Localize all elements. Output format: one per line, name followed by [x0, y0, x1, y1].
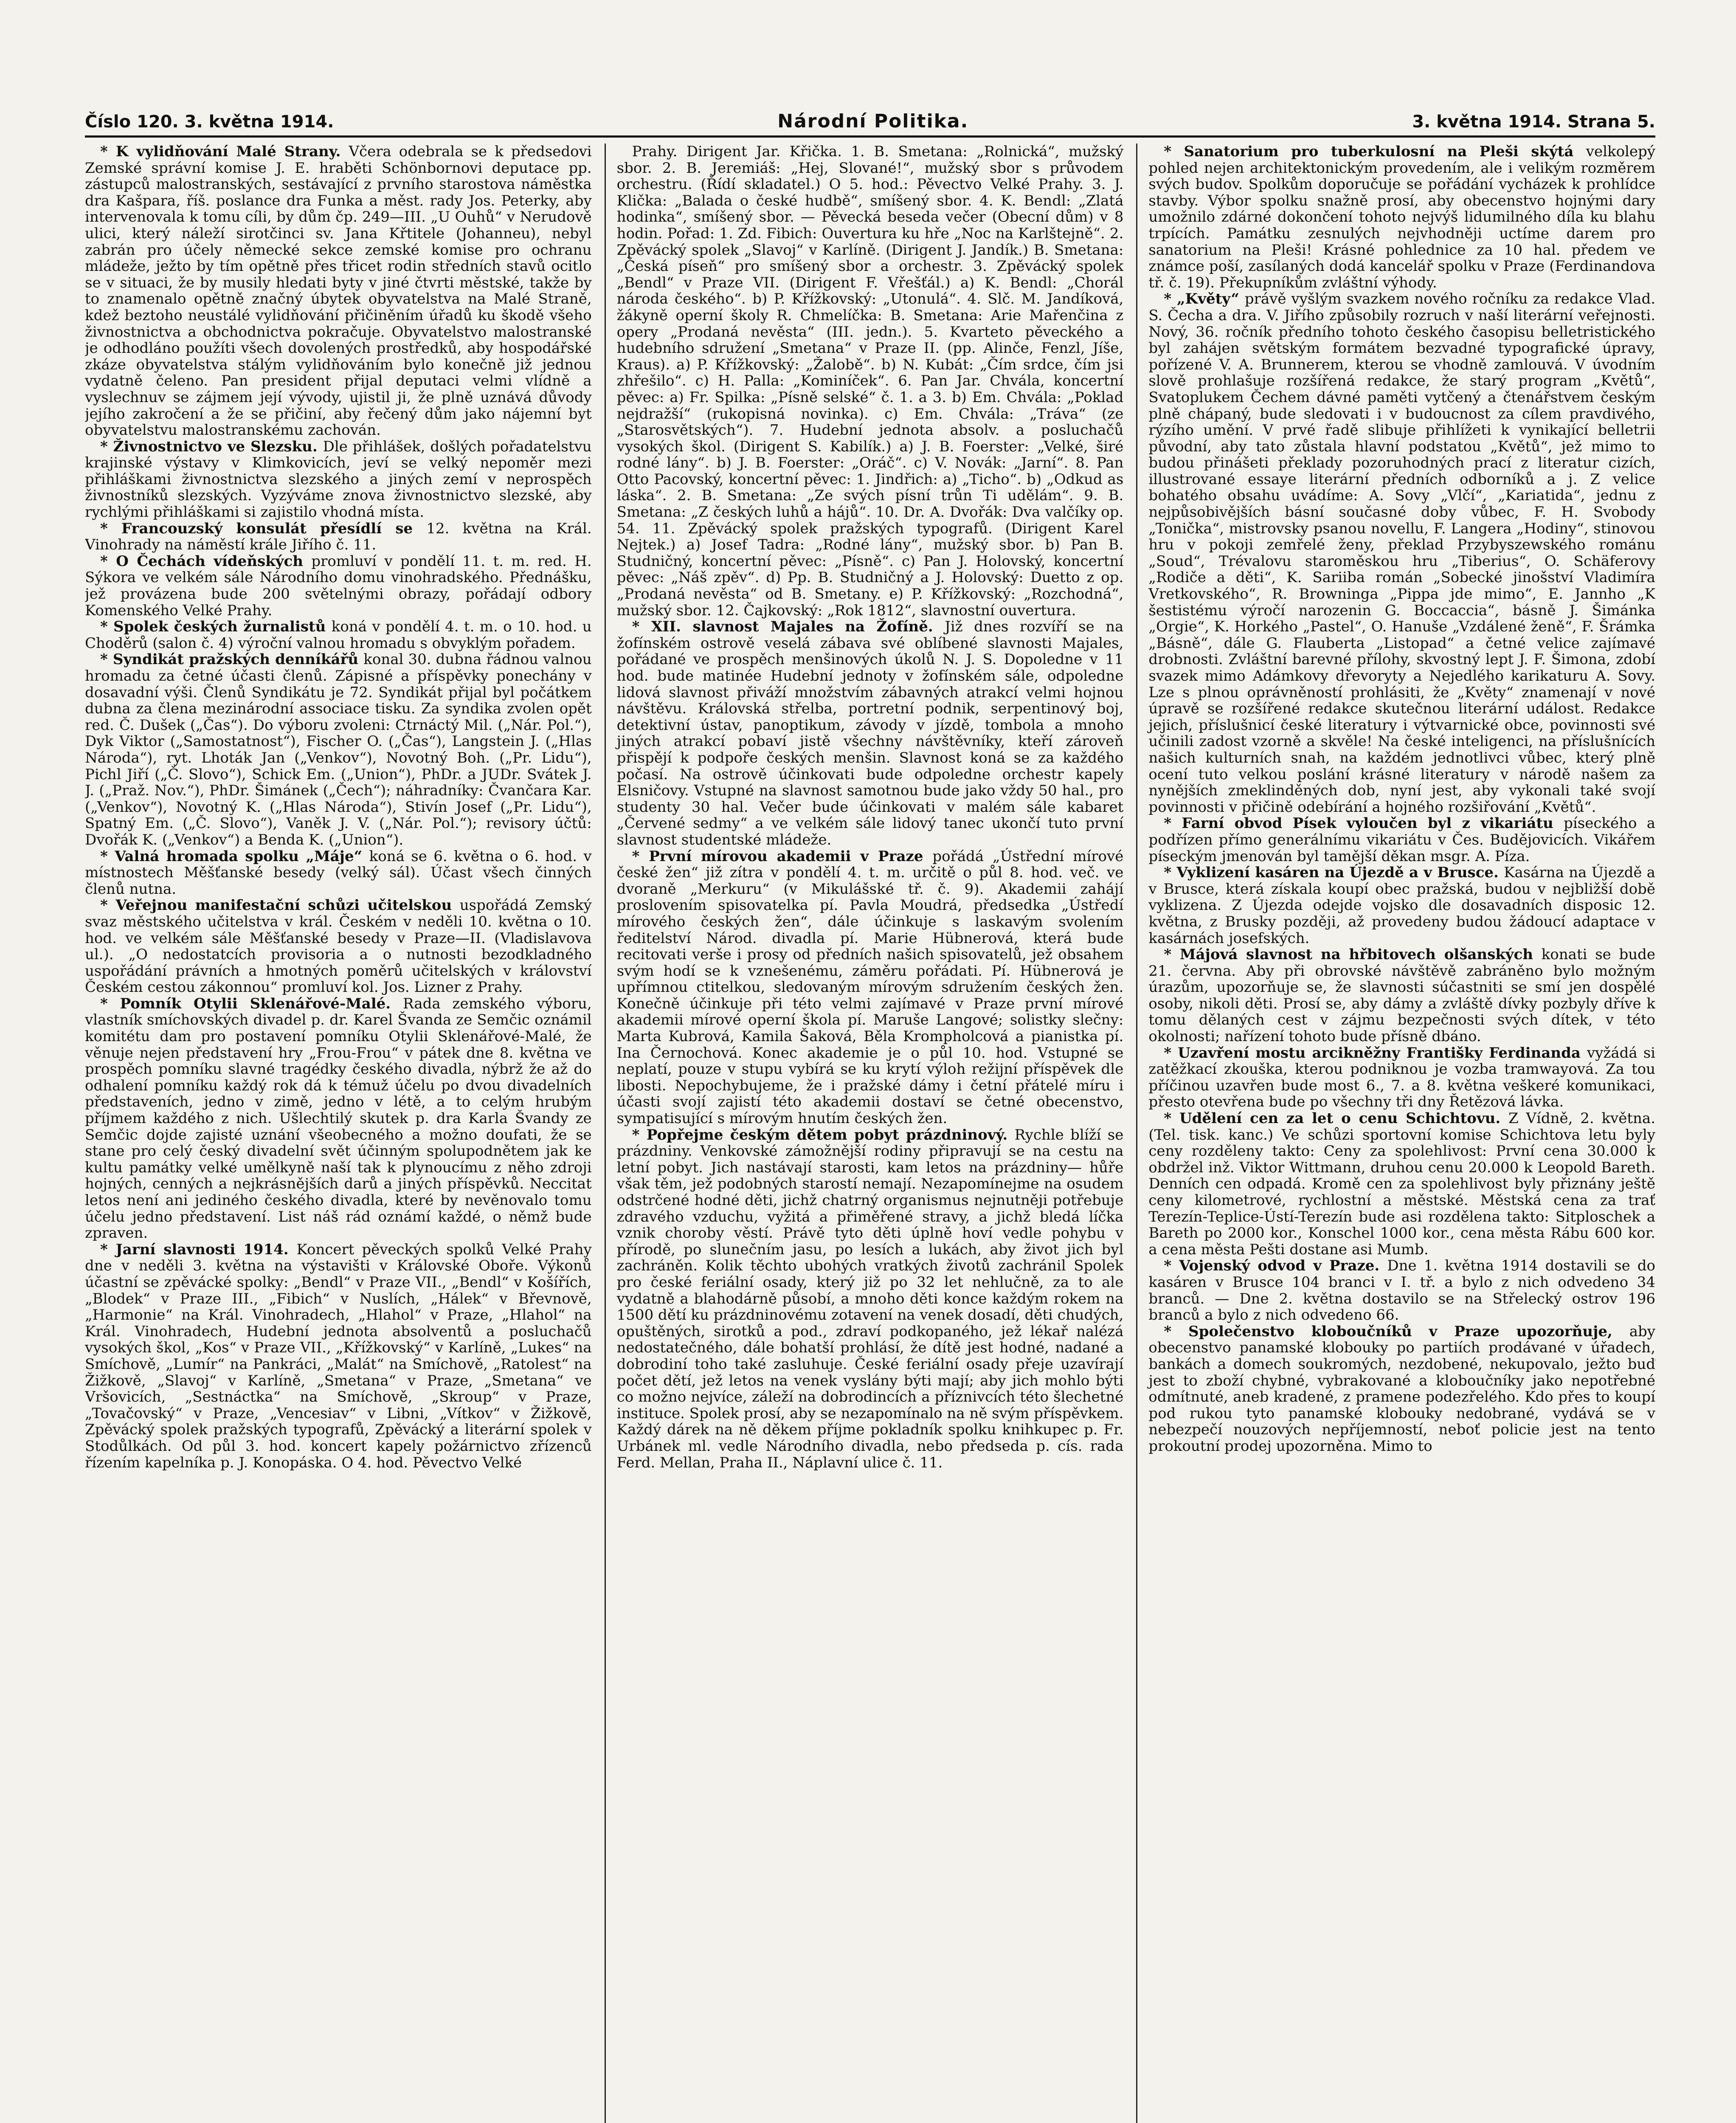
article [617, 619, 1124, 848]
article-body: píseckého a podřízen přímo generálnímu vikariátu v Čes. Budějovicích. Vikářem píseckým jmenován byl tamější děkan msgr. A. Píza. [1148, 815, 1656, 865]
article-headline: * XII. slavnost Majales na Žofíně. [632, 618, 945, 636]
article [85, 619, 592, 651]
article-body: Prahy. Dirigent Jar. Křička. 1. B. Smetana: „Rolnická“, mužský sbor. 2. B. Jeremiáš: „Hej, Slované!“, mužský sbor s průvodem orchestru. (Řídí skladatel.) O 5. hod.: Pěvectvo Velké Prahy. 3. J. Klička: „Balada o české hudbě“, smíšený sbor. 4. K. Bendl: „Zlatá hodinka“, smíšený sbor. — Pěvecká beseda večer (Obecní dům) v 8 hodin. Pořad: 1. Zd. Fibich: Ouvertura ku hře „Noc na Karlštejně“. 2. Zpěvácký spolek „Slavoj“ v Karlíně. (Dirigent J. Jandík.) B. Smetana: „Česká píseň“ pro smíšený sbor a orchestr. 3. Zpěvácký spolek „Bendl“ v Praze VII. (Dirigent F. Vřešťál.) a) K. Bendl: „Chorál národa českého“. b) P. Křížkovský: „Utonulá“. 4. Slč. M. Jandíková, žákyně operní školy R. Chmelíčka: B. Smetana: Arie Mařenčina z opery „Prodaná nevěsta“ (III. jedn.). 5. Kvarteto pěveckého a hudebního sdružení „Smetana“ v Praze II. (pp. Alinče, Fenzl, Jíše, Kraus). a) P. Křížkovský: „Žalobě“. b) N. Kubát: „Čím srdce, čím jsi zhřešilo“. c) H. Palla: „Kominíček“. 6. Pan Jar. Chvála, koncertní pěvec: a) Fr. Spilka: „Písně selské“ č. 1. a 3. b) Em. Chvála: „Poklad nejdražší“ (rukopisná novinka). c) Em. Chvála: „Tráva“ (ze „Starosvětských“). 7. Hudební jednota absolv. a posluchačů vysokých škol. (Dirigent S. Kabilík.) a) J. B. Foerster: „Velké, širé rodné lány“. b) J. B. Foerster: „Oráč“. c) V. Novák: „Jarní“. 8. Pan Otto Pacovský, koncertní pěvec: 1. Jindřich: a) „Ticho“. b) „Odkud as láska“. 2. B. Smetana: „Ze svých písní trůn Ti udělám“. 9. B. Smetana: „Z českých luhů a hájů“. 10. Dr. A. Dvořák: Dva valčíky op. 54. 11. Zpěvácký spolek pražských typografů. (Dirigent Karel Nejtek.) a) Josef Tadra: „Rodné lány“, mužský sbor. b) Pan B. Studničný, koncertní pěvec: „Písně“. c) Pan J. Holovský, koncertní pěvec: „Náš zpěv“. d) Pp. B. Studničný a J. Holovský: Duetto z op. „Prodaná nevěsta“ od B. Smetany. e) P. Křížkovský: „Rozchodná“, mužský sbor. 12. Čajkovský: „Rok 1812“, slavnostní ouvertura. [616, 144, 1124, 619]
article-headline: * Popřejme českým dětem pobyt prázdninový. [632, 1126, 1015, 1143]
article [85, 439, 592, 521]
article [1148, 291, 1655, 815]
article-headline: * Francouzský konsulát přesídlí se [100, 520, 427, 537]
article-body: právě vyšlým svazkem nového ročníku za redakce Vlad. S. Čecha a dra. V. Jiřího způsobily rozruch v naší literární veřejnosti. Nový, 36. ročník předního tohoto českého časopisu belletristického byl zahájen světským formátem bezvadné typografické úpravy, pořízené V. A. Brunnerem, kterou se vhodně zamlouvá. V úvodním slově prohlašuje rozšířená redakce, že starý program „Květů“, Svatoplukem Čechem dávné paměti vytčený a čtenářstvem českým plně chápaný, bude sledovati i v budoucnost za cílem pravdivého, rýzího umění. V prvé řadě slibuje přihlížeti k vynikající belletrii původní, aby tato zůstala hlavní podstatou „Květů“, jež mimo to budou přinášeti překlady pozoruhodných prací z literatur cizích, illustrované essaye literární předních odborníků a j. Z velice bohatého obsahu uvádíme: A. Sovy „Vlčí“, „Kariatida“, jednu z nejpůsobivějších básní současné doby vůbec, F. H. Svobody „Tonička“, mistrovsky psanou novellu, F. Langera „Hodiny“, stinovou hru v pokoji zemřelé ženy, překlad Przybyszewského románu „Soud“, Trévalovu staroměskou hru „Tiberius“, O. Schäferovy „Rodiče a děti“, K. Sariiba román „Sobecké jinošství Vladimíra Vretkovského“, R. Browninga „Pippa jde mimo“, E. Jannho „K šestistému výročí narozenin G. Boccaccia“, básně J. Šimánka „Orgie“, K. Horkého „Pastel“, O. Hanuše „Vzdálené ženě“, F. Šrámka „Básně“, dále G. Flauberta „Listopad“ a četné velice zajímavé drobnosti. Zvláštní barevné přílohy, skvostný lept J. F. Šimona, zdobí svazek mimo Adámkovy dřevoryty a Nejedlého karikaturu A. Sovy. Lze s plnou oprávněností prohlásiti, že „Květy“ znamenají v nové úpravě se rozšířené redakce skutečnou literární událost. Redakce jejich, příslušnicí české literatury i výtvarnické obce, povinnosti své učinili zadost vzorně a skvěle! Na české inteligenci, na příslušnících našich kulturních snah, na každém jednotlivci vůbec, který plně ocení tuto velkou poslání krásné literatury v národě našem za nynějších zmeklinděných dob, nyní jest, aby vykonali také svojí povinnosti v přičině odebírání a hojného rozšiřování „Květů“. [1148, 290, 1656, 816]
article-body: Dle přihlášek, došlých pořadatelstvu krajinské výstavy v Klimkovicích, jeví se velký nepoměr mezi přihláškami živnostnictva slezského a jiných zemí v neprospěch živnostníků slezských. Vyzýváme znova živnostnictvo slezské, aby rychlými přihláškami si zajistilo vhodná místa. [85, 438, 592, 521]
article-body: Již dnes rozvíří se na žofínském ostrově veselá zábava své oblíbené slavnosti Majales, pořádané ve prospěch menšinových úkolů N. J. S. Dopoledne v 11 hod. bude matinée Hudební jednoty v žofínském sále, odpoledne lidová slavnost přiváží množstvím zábavných atrakcí velmi hojnou návštěvu. Královská střelba, portretní podnik, serpentinový boj, detektivní ústav, panoptikum, závody v jízdě, tombola a mnoho jiných atrakcí pobaví jistě všechny návštěvníky, kteří zároveň přispějí k podpoře českých menšin. Slavnost koná se za každého počasí. Na ostrově účinkovati bude odpoledne orchestr kapely Elsničovy. Vstupné na slavnost samotnou bude jako vždy 50 hal., pro studenty 30 hal. Večer bude účinkovati v malém sále kabaret „Červené sedmy“ a ve velkém sále lidový tanec ukončí tuto první slavnost studentské mládeže. [616, 618, 1124, 848]
masthead [85, 110, 1655, 138]
article-body: koná se 6. května o 6. hod. v místnostech Měšťanské besedy (velký sál). Účast všech činných členů nutna. [85, 848, 592, 898]
article [85, 897, 592, 996]
article-body: aby obecenstvo panamské klobouky po partiích prodávané v úřadech, bankách a domech soukromých, nezdobené, nekupovalo, ježto buď jest to zboží chybné, vybrakované a kloboučníky jako nepotřebné odmítnuté, aneb kradené, z pramene podezřelého. Kdo přes to koupí pod rukou tyto panamské klobouky nedobrané, vydává se v nebezpečí nouzových nepříjemností, neboť policie jest na tento prokoutní prodej upozorněna. Mimo to [1148, 1323, 1656, 1455]
article [1148, 1323, 1655, 1455]
article-headline: * Vyklizení kasáren na Újezdě a v Brusce. [1164, 864, 1504, 881]
article-body: Rada zemského výboru, vlastník smíchovských divadel p. dr. Karel Švanda ze Semčic oznámil komitétu dam pro postavení pomníku Otylii Sklenářové-Malé, že věnuje nejen představení hry „Frou-Frou“ v pátek dne 8. května ve prospěch pomníku slavné tragédky českého divadla, nýbrž že až do odhalení pomníku každý rok dá k témuž účelu po dvou divadelních představeních, jedno v zimě, jedno v létě, a to celým hrubým příjmem každého z nich. Ušlechtilý skutek p. dra Karla Švandy ze Semčic dojde zajisté uznání všeobecného a možno doufati, že se stane pro celý český divadelní svět účinným spolupodnětem jak ke kultu památky velké umělkyně naší tak k plynoucímu z něho zdroji hojných, cenných a nejkrásnějších darů a jiných příspěvků. Neccitat letos není ani jediného českého divadla, které by nevěnovalo tomu účelu jedno představení. List náš rád oznámí každé, o němž bude zpraven. [85, 995, 592, 1242]
article-headline: * Pomník Otylii Sklenářové-Malé. [100, 995, 403, 1012]
article [1148, 1045, 1655, 1110]
article-headline: * Jarní slavnosti 1914. [100, 1241, 297, 1258]
article [1148, 144, 1655, 291]
article [1148, 1110, 1655, 1258]
article-body: pořádá „Ústřední mírové české žen“ již zítra v pondělí 4. t. m. určitě o půl 8. hod. več. ve dvoraně „Merkuru“ (v Mikulášské tř. č. 9). Akademii zahájí proslovením spisovatelka pí. Pavla Moudrá, předsedka „Ústředí mírového českých žen“, dále účinkuje s laskavým svolením ředitelství Národ. divadla pí. Marie Hübnerová, která bude recitovati verše i prosy od předních našich spisovatelů, jež obsahem svým hodí se k vznešenému, záměru pořádati. Pí. Hübnerová je upřímnou ctitelkou, sledovaným mírovým sdružením českých žen. Konečně účinkuje při této velmi zajímavé v Praze první mírové akademii mírové operní škola pí. Maruše Langové; solistky slečny: Marta Kubrová, Kamila Šaková, Běla Krompholcová a pianistka pí. Ina Černochová. Konec akademie je o půl 10. hod. Vstupné se neplatí, pouze v stupu vybírá se ku krytí výloh režijní příspěvek dle libosti. Nepochybujeme, že i pražské dámy i četní přátelé míru i účasti svojí zajistí této akademii dostaví se četné obecenstvo, sympatisující s mírovým hnutím českých žen. [616, 848, 1124, 1127]
article-headline: * Společenstvo kloboučníků v Praze upozorňuje, [1164, 1323, 1629, 1340]
date-page-info: 3. května 1914. Strana 5. [1412, 112, 1655, 132]
article [1148, 815, 1655, 864]
issue-info: Číslo 120. 3. května 1914. [85, 112, 334, 132]
article [1148, 1258, 1655, 1323]
column-middle [605, 144, 1124, 2123]
article-body: Z Vídně, 2. května. (Tel. tisk. kanc.) Ve schůzi sportovní komise Schichtova letu byly ceny rozděleny takto: Ceny za spolehlivost: První cena 30.000 k obdržel inž. Viktor Wittmann, druhou cenu 20.000 k Leopold Bareth. Denních cen odpadá. Kromě cen za spolehlivost byly přiznány ještě ceny kilometrové, rychlostní a městské. Městská cena za trať Terezín-Teplice-Ústí-Terezín bude asi rozdělena takto: Sitploschek a Bareth po 2000 kor., Konschel 1000 kor., cena města Rábu 600 kor. a cena města Pešti dostane asi Mumb. [1148, 1110, 1656, 1258]
article-headline: * Spolek českých žurnalistů [100, 618, 332, 636]
article [85, 521, 592, 553]
article [1148, 946, 1655, 1045]
article-headline: * První mírovou akademii v Praze [632, 848, 933, 865]
column-left [85, 144, 592, 2123]
article-headline: * Udělení cen za let o cenu Schichtovu. [1164, 1110, 1508, 1127]
newspaper-title: Národní Politika. [777, 110, 969, 132]
article-headline: * Valná hromada spolku „Máje“ [100, 848, 369, 865]
article-body: velkolepý pohled nejen architektonickým provedením, ale i velikým rozměrem svých budov. Spolkům doporučuje se pořádání vycházek k prohlídce stavby. Výbor spolku snažně prosí, aby obecenstvo hojnými dary umožnilo zdárné dokončení tohoto nejvýš lidumilného díla ku blahu trpících. Památku zesnulých nejvhodněji uctíme darem pro sanatorium na Pleši! Krásné pohlednice za 10 hal. předem ve známce poší, zasílaných dodá kancelář spolku v Praze (Ferdinandova tř. č. 19). Překupníkům zvláštní výhody. [1148, 144, 1656, 291]
article-columns [85, 144, 1655, 2123]
article-headline: * Májová slavnost na hřbitovech olšanských [1164, 946, 1542, 963]
article-body: konati se bude 21. června. Aby při obrovské návštěvě zabráněno bylo možným úrazům, upozorňuje se, že slavnosti súčastniti se smí jen dospělé osoby, nikoli děti. Prosí se, aby dámy a zvláště dívky pozbyly dříve k tomu dělaných cest v zájmu bezpečnosti svých dítek, v této okolnosti; nařízení tohoto bude přísně dbáno. [1148, 946, 1656, 1045]
article-headline: * Farní obvod Písek vyloučen byl z vikariátu [1164, 815, 1564, 832]
article-body: Včera odebrala se k předsedovi Zemské správní komise J. E. hraběti Schönbornovi deputace pp. zástupců malostranských, sestávající z prvního starostova náměstka dra Kašpara, říš. poslance dra Funka a měst. rady Jos. Peterky, aby intervenovala k tomu cíli, by dům čp. 249—III. „U Ouhů“ v Nerudově ulici, který náleží sirotčinci sv. Jana Křtitele (Johanneu), nebyl zabrán pro účely německé sekce zemské komise pro ochranu mládeže, ježto by tím opětně přes třicet rodin středních stavů ocitlo se v situaci, že by musily hledati byty v jiné čtvrti městské, takže by to znamenalo opětně značný úbytek obyvatelstva na Malé Straně, kdež beztoho neustálé vylidňování přičiněním úřadů ku škodě všeho živnostnictva a obchodnictva pokračuje. Obyvatelstvo malostranské je odhodláno použíti všech dovolených prostředků, aby hospodářské zkáze obyvatelstva stálým vylidňováním bylo konečně již jednou vydatně čeleno. Pan president přijal deputaci velmi vlídně a vyslechnuv se zájmem její vývody, ujistil ji, že plně uznává důvody jejího zakročení a že se přičiní, aby řečený dům jako nájemní byt obyvatelstvu malostranskému zachován. [85, 144, 592, 439]
article-body: koná v pondělí 4. t. m. o 10. hod. u Choděrů (salon č. 4) výroční valnou hromadu s obvyklým pořadem. [85, 618, 592, 652]
article [85, 848, 592, 898]
article [85, 651, 592, 848]
article-body: Kasárna na Újezdě a v Brusce, která získala koupí obec pražská, budou v nejbližší době vyklizena. Z Újezda odejde vojsko dle dosavadních disposic 12. května, z Brusky později, až provedeny budou žádoucí adaptace v kasárnách josefských. [1148, 864, 1656, 947]
article-headline: * Uzavření mostu arcikněžny Františky Ferdinanda [1164, 1044, 1587, 1062]
article-headline: * K vylidňování Malé Strany. [100, 144, 349, 160]
article [617, 144, 1124, 619]
article-body: Dne 1. května 1914 dostavili se do kasáren v Brusce 104 branci v I. tř. a bylo z nich odvedeno 34 branců. — Dne 2. května dostavilo se na Střelecký ostrov 196 branců a bylo z nich odvedeno 66. [1148, 1257, 1656, 1324]
article-headline: * Vojenský odvod v Praze. [1164, 1257, 1387, 1275]
article [617, 1127, 1124, 1471]
article [85, 996, 592, 1242]
article-headline: * Sanatorium pro tuberkulosní na Pleši skýtá [1164, 144, 1586, 160]
article-headline: * „Květy“ [1164, 290, 1245, 308]
article [617, 848, 1124, 1127]
article-body: Koncert pěveckých spolků Velké Prahy dne v neděli 3. května na výstavišti v Královské Oboře. Výkonů účastní se zpěvácké spolky: „Bendl“ v Praze VII., „Bendl“ v Košířích, „Blodek“ v Praze III., „Fibich“ v Nuslích, „Hálek“ v Břevnově, „Harmonie“ na Král. Vinohradech, „Hlahol“ v Praze, „Hlahol“ na Král. Vinohradech, Hudební jednota absolventů a posluchačů vysokých škol, „Kos“ v Praze VII., „Křížkovský“ v Karlíně, „Lukes“ na Smíchově, „Lumír“ na Pankráci, „Malát“ na Smíchově, „Ratolest“ na Žižkově, „Slavoj“ v Karlíně, „Smetana“ v Praze, „Smetana“ ve Vršovicích, „Sestnáctka“ na Smíchově, „Skroup“ v Praze, „Tovačovský“ v Praze, „Vencesiav“ v Libni, „Vítkov“ v Žižkově, Zpěvácký spolek pražských typografů, Zpěvácký a literární spolek v Stodůlkách. Od půl 3. hod. koncert kapely požárnictvo zřízenců řízením kapelníka p. J. Konopáska. O 4. hod. Pěvectvo Velké [85, 1241, 592, 1471]
article-body: vyžádá si zatěžkací zkouška, kterou podniknou je vozba tramwayová. Za tou příčinou uzavřen bude most 6., 7. a 8. května veškeré komunikaci, přesto otevřena bude po všechny tři dny Řetězová lávka. [1148, 1044, 1656, 1111]
article-headline: * Živnostnictvo ve Slezsku. [100, 438, 323, 455]
article-headline: * O Čechách vídeňských [100, 552, 312, 570]
column-right [1136, 144, 1655, 2123]
article [85, 144, 592, 439]
article-headline: * Syndikát pražských denníkářů [100, 651, 364, 668]
article-body: konal 30. dubna řádnou valnou hromadu za četné účasti členů. Zápisné a příspěvky ponechány v dosavadní výši. Členů Syndikátu je 72. Syndikát přijal byl počátkem dubna za člena mezinárodní associace tisku. Za syndika zvolen opět red. Č. Dušek („Čas“). Do výboru zvoleni: Ctrnáctý Mil. („Nár. Pol.“), Dyk Viktor („Samostatnost“), Fischer O. („Čas“), Langstein J. („Hlas Národa“), ryt. Lhoták Jan („Venkov“), Novotný Boh. („Pr. Lidu“), Pichl Jiří („Č. Slovo“), Schick Em. („Union“), PhDr. a JUDr. Svátek J. J. („Praž. Nov.“), PhDr. Šimánek („Čech“); náhradníky: Čvančara Kar. („Venkov“), Novotný K. („Hlas Národa“), Stivín Josef („Pr. Lidu“), Spatný Em. („Č. Slovo“), Vaněk J. V. („Nár. Pol.“); revisory účtů: Dvořák K. („Venkov“) a Benda K. („Union“). [85, 651, 592, 848]
article-headline: * Veřejnou manifestační schůzi učitelskou [100, 897, 460, 914]
article [1148, 864, 1655, 946]
article [85, 1242, 592, 1471]
article-body: uspořádá Zemský svaz městského učitelstva v král. Českém v neděli 10. května o 10. hod. ve velkém sále Měšťanské besedy v Praze—II. (Vladislavova ul.). „O nedostatcích provisoria a o nutnosti bezodkladného uspořádání právních a hmotných poměrů učitelských v království Českém cestou zákonnou“ promluví kol. Jos. Lizner z Prahy. [85, 897, 592, 996]
article-body: 12. května na Král. Vinohrady na náměstí krále Jiřího č. 11. [85, 520, 592, 554]
article-body: Rychle blíží se prázdniny. Venkovské zámožnější rodiny připravují se na cestu na letní pobyt. Jich nastávají starosti, kam letos na prázdniny— hůře však těm, jež podobných starostí nemají. Nezapomínejme na osudem odstrčené hodné děti, jichž chatrný organismus nejnutněji potřebuje zdravého vzduchu, vyžitá a přiměřené stravy, a jichž bledá líčka vznik choroby věstí. Právě tyto děti úplně hoví vedle pohybu v přírodě, po slunečním jasu, po lesích a lukách, aby život jich byl zachráněn. Kolik těchto ubohých vratkých životů zachránil Spolek pro české feriální osady, který již po 32 let nehlučně, za to ale vydatně a blahodárně působí, a mnoho děti konce každým rokem na 1500 dětí ku prázdninovému zotavení na venek dosadí, děti chudých, opuštěných, sirotků a pod., zdraví podkopaného, jež lékař nalézá nedostatečného, dále bohatší prohlásí, že dítě jest hodné, nadané a dobrodiní toho také zasluhuje. České feriální osady přeje uzavírají počet dětí, jež letos na venek vyslány býti mají; aby jich mohlo býti co možno nejvíce, záleží na dobrodincích a příznivcích této šlechetné instituce. Spolek prosí, aby se nezapomínalo na ně svým příspěvkem. Každý dárek na ně děkem příjme pokladník spolku knihkupec p. Fr. Urbánek ml. vedle Národního divadla, nebo předseda p. cís. rada Ferd. Mellan, Praha II., Náplavní ulice č. 11. [616, 1126, 1124, 1471]
article [85, 553, 592, 619]
article-body: promluví v pondělí 11. t. m. red. H. Sýkora ve velkém sále Národního domu vinohradského. Přednášku, jež provázena bude 200 světelnými obrazy, pořádají odbory Komenského Velké Prahy. [85, 552, 592, 619]
